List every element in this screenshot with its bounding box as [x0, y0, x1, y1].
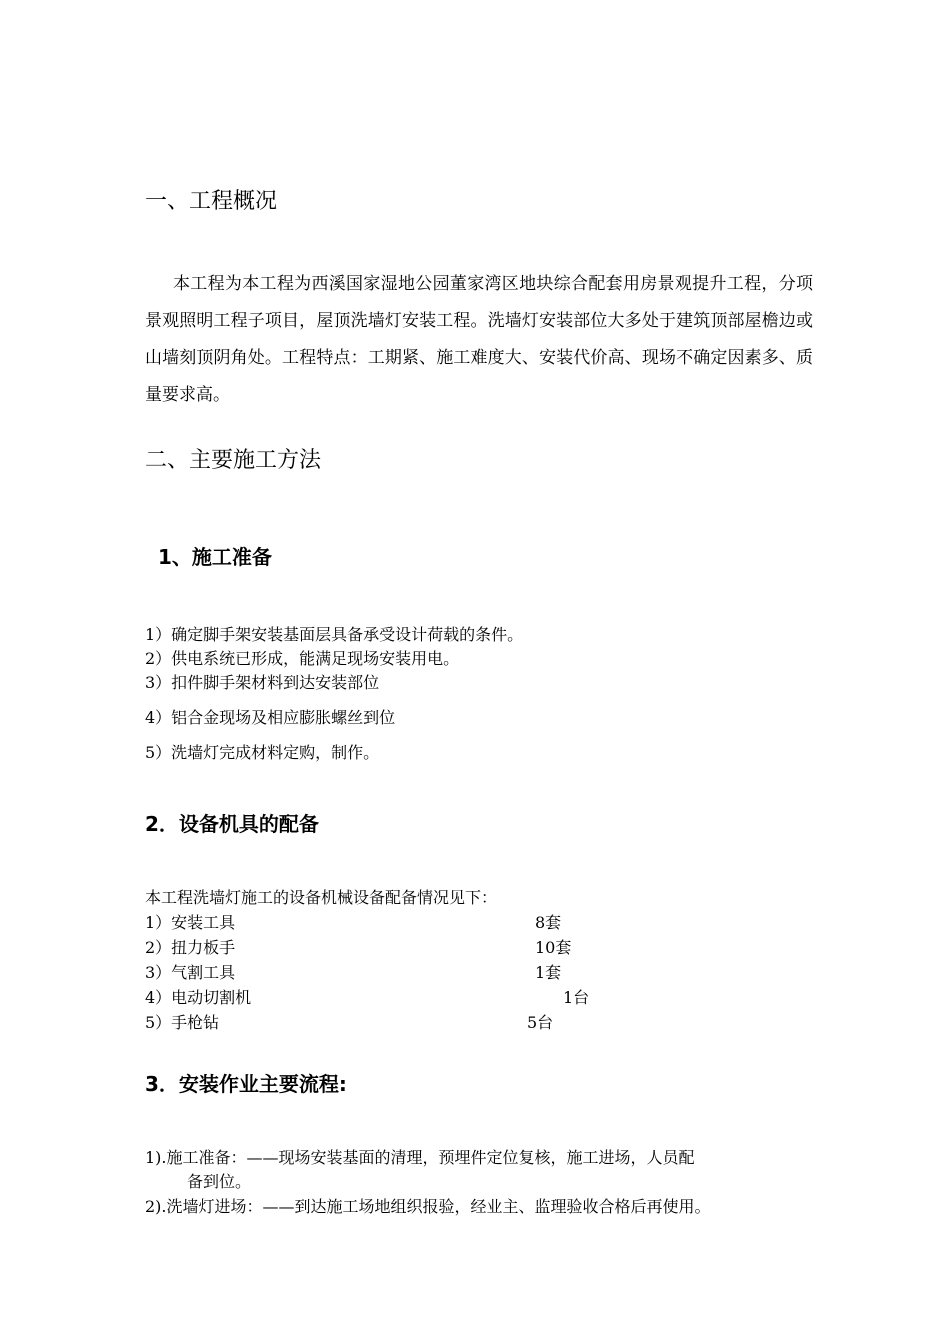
equipment-intro: 本工程洗墙灯施工的设备机械设备配备情况见下： — [145, 888, 498, 907]
equipment-qty: 8套 — [535, 913, 562, 932]
subsection-1-heading: 1、施工准备 — [158, 545, 272, 569]
flow-step: 2).洗墙灯进场：——到达施工场地组织报验，经业主、监理验收合格后再使用。 — [145, 1197, 711, 1216]
equipment-name: 4）电动切割机 — [145, 988, 252, 1007]
equipment-name: 2）扭力板手 — [145, 938, 236, 957]
equipment-qty: 5台 — [527, 1013, 554, 1032]
section-1-heading: 一、工程概况 — [145, 189, 278, 214]
flow-step-continuation: 备到位。 — [187, 1172, 252, 1191]
equipment-qty: 1台 — [563, 988, 590, 1007]
section-2-heading: 二、主要施工方法 — [145, 448, 322, 473]
equipment-qty: 10套 — [535, 938, 572, 957]
prep-item: 1）确定脚手架安装基面层具备承受设计荷载的条件。 — [145, 625, 524, 644]
prep-item: 4）铝合金现场及相应膨胀螺丝到位 — [145, 708, 396, 727]
prep-item: 3）扣件脚手架材料到达安装部位 — [145, 673, 380, 692]
equipment-name: 1）安装工具 — [145, 913, 236, 932]
subsection-2-heading: 2．设备机具的配备 — [145, 812, 319, 836]
equipment-name: 5）手枪钻 — [145, 1013, 220, 1032]
section-1-paragraph: 本工程为本工程为西溪国家湿地公园董家湾区地块综合配套用房景观提升工程，分项景观照明工程子项目，屋顶洗墙灯安装工程。洗墙灯安装部位大多处于建筑顶部屋檐边或山墙刻顶阴角处。工程特点：工期紧、施工难度大、安装代价高、现场不确定因素多、质量要求高。 — [145, 274, 813, 405]
prep-item: 5）洗墙灯完成材料定购，制作。 — [145, 743, 380, 762]
subsection-3-heading: 3．安装作业主要流程: — [145, 1072, 347, 1096]
prep-item: 2）供电系统已形成，能满足现场安装用电。 — [145, 649, 460, 668]
equipment-name: 3）气割工具 — [145, 963, 236, 982]
equipment-qty: 1套 — [535, 963, 562, 982]
flow-step: 1).施工准备：——现场安装基面的清理，预埋件定位复核，施工进场，人员配 — [145, 1148, 695, 1167]
